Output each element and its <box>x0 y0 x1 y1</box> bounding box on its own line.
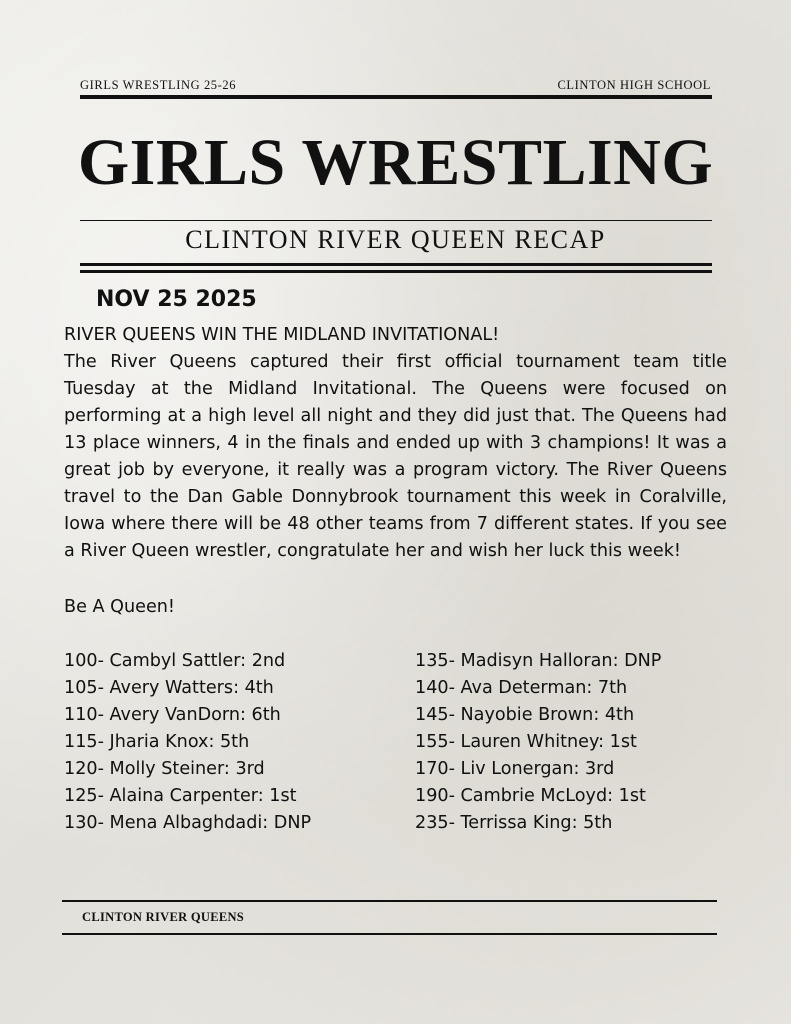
results-left-column <box>64 648 311 837</box>
top-rule <box>80 95 712 99</box>
footer-label: CLINTON RIVER QUEENS <box>82 910 245 924</box>
result-item: 190- Cambrie McLoyd: 1st <box>415 786 646 806</box>
result-item: 130- Mena Albaghdadi: DNP <box>64 813 312 833</box>
result-item: 235- Terrissa King: 5th <box>415 813 613 833</box>
double-rule-upper <box>80 263 712 266</box>
subtitle-top-rule <box>80 220 712 221</box>
result-item: 105- Avery Watters: 4th <box>64 678 274 698</box>
results-right-column <box>415 648 661 837</box>
result-item: 115- Jharia Knox: 5th <box>64 732 250 752</box>
result-item: 120- Molly Steiner: 3rd <box>64 759 265 779</box>
result-item: 125- Alaina Carpenter: 1st <box>64 786 297 806</box>
top-right-label: CLINTON HIGH SCHOOL <box>557 78 711 92</box>
result-item: 145- Nayobie Brown: 4th <box>415 705 635 725</box>
page-title: GIRLS WRESTLING <box>77 126 714 199</box>
article-body: The River Queens captured their first official tournament team title Tuesday at the Midland Invitational. The Queens were focused on performing at a high level all night and they did just that. The Queens had 13 place winners, 4 in the finals and ended up with 3 champions! It was a great job by everyone, it really was a program victory. The River Queens travel to the Dan Gable Donnybrook tournament this week in Coralville, Iowa where there will be 48 other teams from 7 different states. If you see a River Queen wrestler, congratulate her and wish her luck this week! <box>64 352 727 561</box>
result-item: 110- Avery VanDorn: 6th <box>64 705 281 725</box>
result-item: 155- Lauren Whitney: 1st <box>415 732 637 752</box>
double-rule-lower <box>80 270 712 273</box>
article-date: NOV 25 2025 <box>96 287 257 312</box>
top-left-label: GIRLS WRESTLING 25-26 <box>80 78 237 92</box>
result-item: 135- Madisyn Halloran: DNP <box>415 651 662 671</box>
page-subtitle: CLINTON RIVER QUEEN RECAP <box>185 225 606 254</box>
result-item: 100- Cambyl Sattler: 2nd <box>64 651 286 671</box>
article-signoff: Be A Queen! <box>64 597 175 617</box>
result-item: 170- Liv Lonergan: 3rd <box>415 759 615 779</box>
result-item: 140- Ava Determan: 7th <box>415 678 628 698</box>
article-headline: RIVER QUEENS WIN THE MIDLAND INVITATIONAL! <box>64 325 500 345</box>
footer-top-rule <box>62 900 717 902</box>
footer-bottom-rule <box>62 933 717 935</box>
